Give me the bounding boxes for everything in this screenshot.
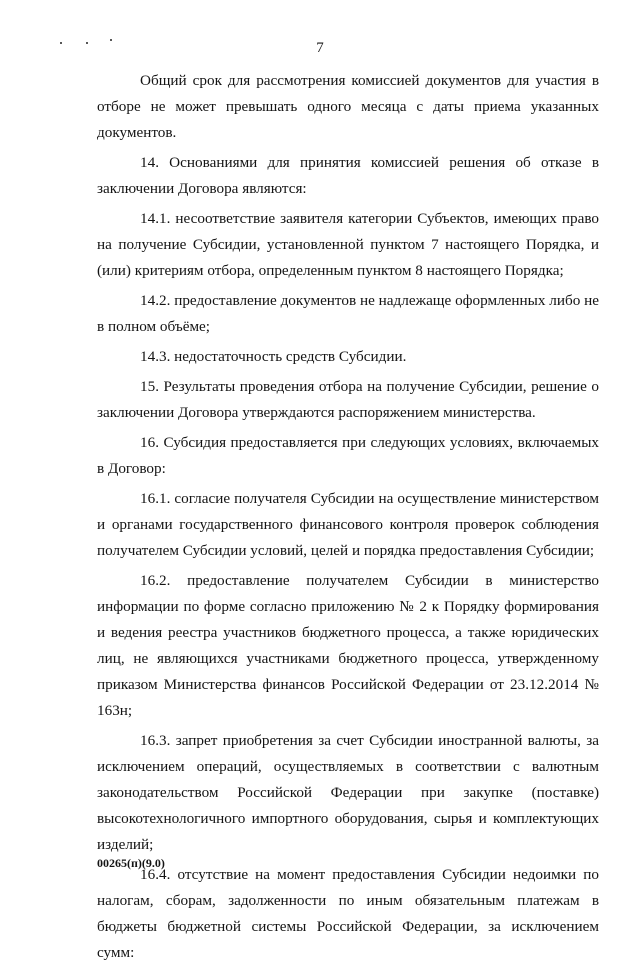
document-body bbox=[97, 68, 599, 970]
document-code: 00265(п)(9.0) bbox=[97, 856, 165, 870]
paragraph-16-2: 16.2. предоставление получателем Субсидии в министерство информации по форме согласно приложению № 2 к Порядку формирования и ведения реестра участников бюджетного процесса, а также юридических лиц, не являющихся участниками бюджетного процесса, утвержденному приказом Министерства финансов Российской Федерации от 23.12.2014 № 163н; bbox=[97, 572, 599, 719]
page-number: 7 bbox=[316, 40, 324, 56]
paragraph-review-term: Общий срок для рассмотрения комиссией документов для участия в отборе не может превышать одного месяца с даты приема указанных документов. bbox=[97, 72, 599, 141]
paragraph-16-3: 16.3. запрет приобретения за счет Субсидии иностранной валюты, за исключением операций, осуществляемых в соответствии с валютным законодательством Российской Федерации при закупке (поставке) высокотехнологичного импортного оборудования, сырья и комплектующих изделий; bbox=[97, 732, 599, 853]
paragraph-16-4: 16.4. отсутствие на момент предоставления Субсидии недоимки по налогам, сборам, задолженности по иным обязательным платежам в бюджеты бюджетной системы Российской Федерации, за исключением сумм: bbox=[97, 866, 599, 961]
paragraph-16: 16. Субсидия предоставляется при следующих условиях, включаемых в Договор: bbox=[97, 434, 599, 477]
paragraph-16-1: 16.1. согласие получателя Субсидии на осуществление министерством и органами государственного финансового контроля проверок соблюдения получателем Субсидии условий, целей и порядка предоставления Субсидии; bbox=[97, 490, 599, 559]
paragraph-14: 14. Основаниями для принятия комиссией решения об отказе в заключении Договора являются: bbox=[97, 154, 599, 197]
paragraph-15: 15. Результаты проведения отбора на получение Субсидии, решение о заключении Договора утверждаются распоряжением министерства. bbox=[97, 378, 599, 421]
paragraph-14-3: 14.3. недостаточность средств Субсидии. bbox=[140, 348, 407, 365]
paragraph-14-1: 14.1. несоответствие заявителя категории Субъектов, имеющих право на получение Субсидии, установленной пунктом 7 настоящего Порядка, и (или) критериям отбора, определенным пунктом 8 настоящего Порядка; bbox=[97, 210, 599, 279]
paragraph-14-2: 14.2. предоставление документов не надлежаще оформленных либо не в полном объёме; bbox=[97, 292, 599, 335]
